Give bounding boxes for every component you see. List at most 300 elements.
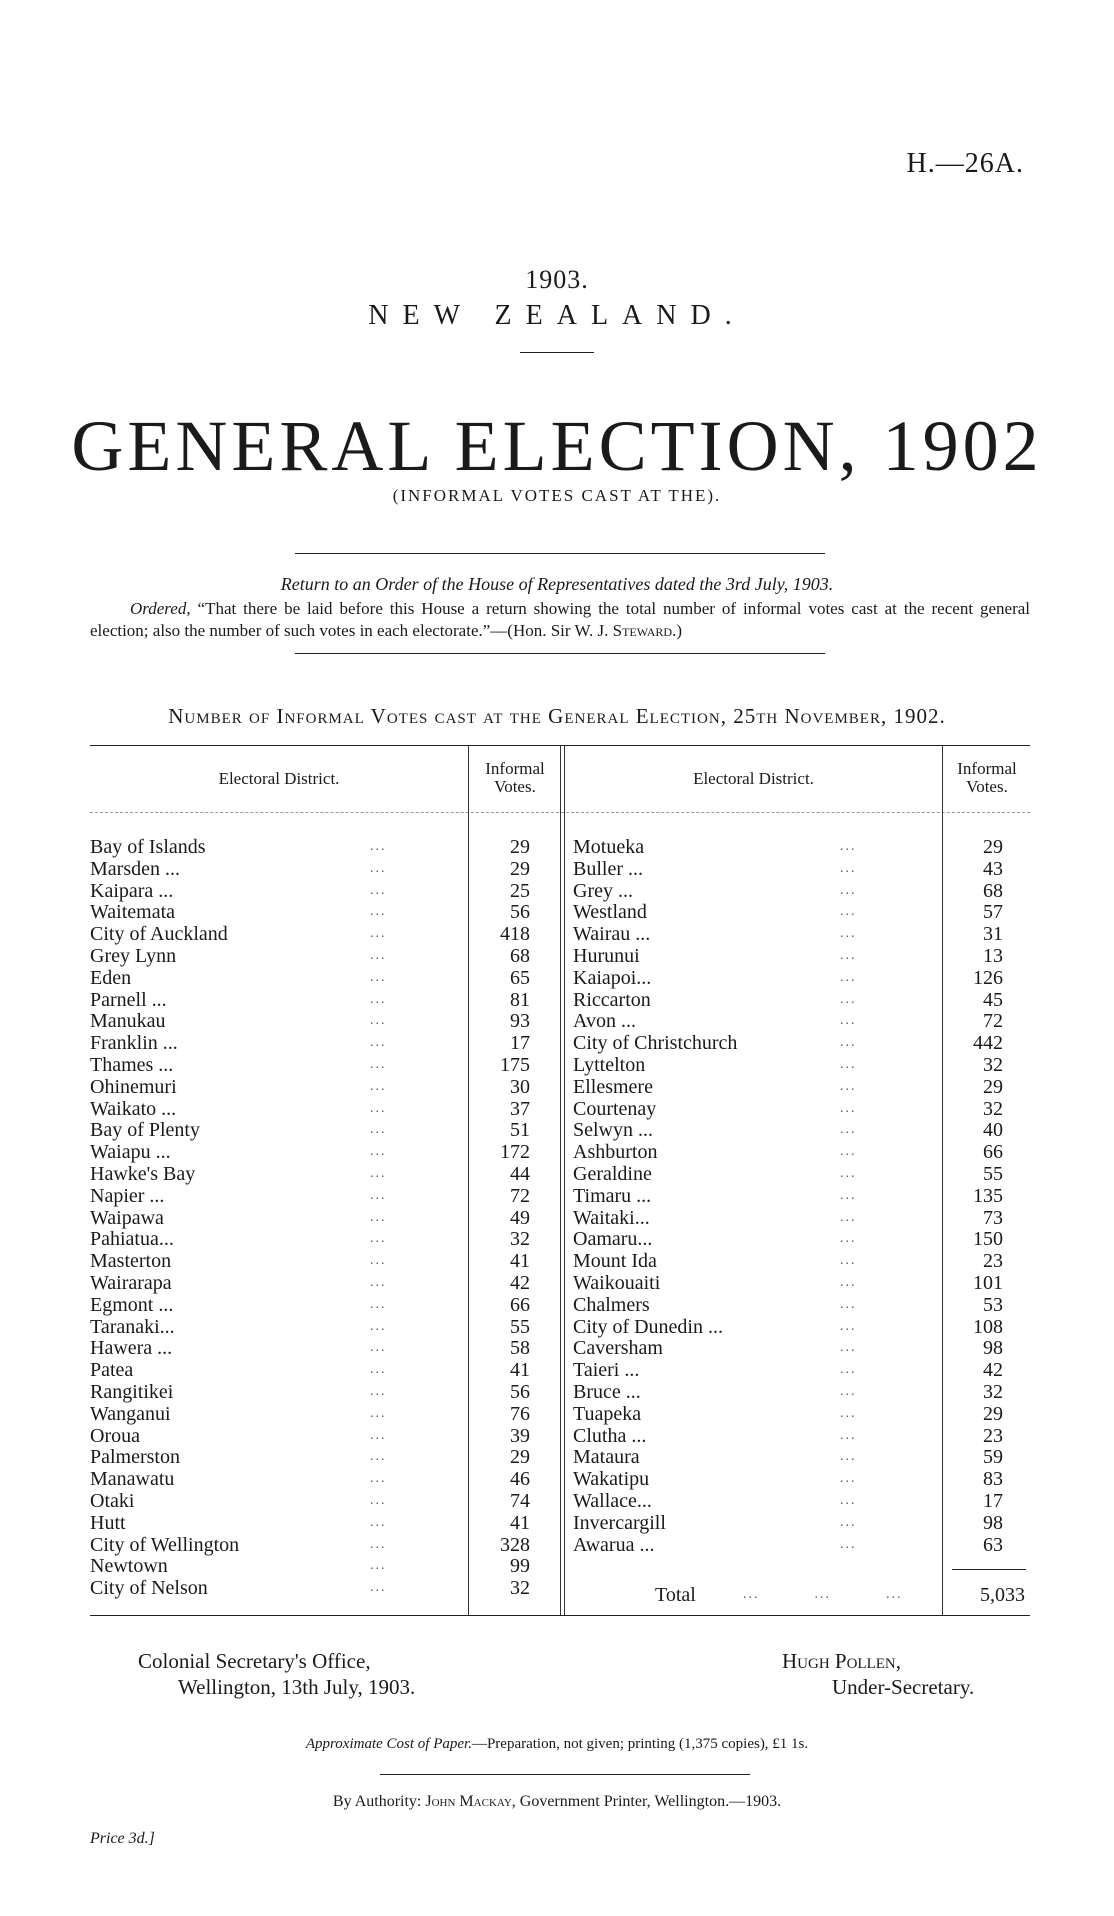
informal-votes-value: 51 [510, 1119, 530, 1141]
paper-reference: H.—26A. [906, 148, 1024, 179]
leader-dots: ... [840, 1253, 857, 1268]
informal-votes-value: 53 [983, 1294, 1003, 1316]
office-signature [138, 1648, 415, 1700]
informal-votes-value: 55 [510, 1316, 530, 1338]
leader-dots: ... [840, 948, 857, 963]
informal-votes-value: 175 [500, 1054, 530, 1076]
leader-dots: ... [840, 1188, 857, 1203]
informal-votes-value: 42 [510, 1272, 530, 1294]
leader-dots: ... [840, 1297, 857, 1312]
leader-dots: ... [370, 948, 387, 963]
leader-dots: ... [840, 1319, 857, 1334]
office-line-2: Wellington, 13th July, 1903. [178, 1675, 416, 1699]
leader-dots: ... [370, 1362, 387, 1377]
leader-dots: ... [370, 926, 387, 941]
table-row [573, 1490, 1013, 1512]
informal-votes-value: 418 [500, 923, 530, 945]
informal-votes-value: 73 [983, 1207, 1003, 1229]
district-name: Kaipara ... [90, 880, 174, 902]
informal-votes-value: 41 [510, 1250, 530, 1272]
ordered-name: Steward [612, 621, 673, 640]
leader-dots: ... [840, 992, 857, 1007]
leader-dots: ... [840, 1210, 857, 1225]
leader-dots: ... [370, 1515, 387, 1530]
district-name: Ellesmere [573, 1076, 653, 1098]
informal-votes-value: 32 [983, 1381, 1003, 1403]
table-row [90, 1207, 540, 1229]
table-row [90, 1098, 540, 1120]
district-name: Courtenay [573, 1098, 657, 1120]
leader-dots: ... [370, 992, 387, 1007]
leader-dots: ... [840, 1275, 857, 1290]
informal-votes-value: 58 [510, 1337, 530, 1359]
district-name: Ohinemuri [90, 1076, 177, 1098]
informal-votes-value: 99 [510, 1555, 530, 1577]
district-name: Masterton [90, 1250, 172, 1272]
leader-dots: ... [370, 904, 387, 919]
district-name: Franklin ... [90, 1032, 178, 1054]
district-name: Hawera ... [90, 1337, 173, 1359]
informal-votes-value: 30 [510, 1076, 530, 1098]
informal-votes-value: 29 [983, 1076, 1003, 1098]
informal-votes-value: 172 [500, 1141, 530, 1163]
leader-dots: ... [840, 1428, 857, 1443]
district-name: Buller ... [573, 858, 643, 880]
table-row [90, 836, 540, 858]
cost-text: —Preparation, not given; printing (1,375 copies), £1 1s. [471, 1736, 809, 1752]
informal-votes-value: 40 [983, 1119, 1003, 1141]
informal-votes-value: 56 [510, 1381, 530, 1403]
informal-votes-value: 17 [510, 1032, 530, 1054]
informal-votes-value: 72 [510, 1185, 530, 1207]
table-row [573, 901, 1013, 923]
page-title: GENERAL ELECTION, 1902 [71, 406, 1043, 486]
informal-votes-value: 29 [510, 836, 530, 858]
district-name: Westland [573, 901, 647, 923]
informal-votes-value: 43 [983, 858, 1003, 880]
informal-votes-value: 32 [983, 1098, 1003, 1120]
table-row [573, 858, 1013, 880]
leader-dots: ... [840, 861, 857, 876]
district-name: Tuapeka [573, 1403, 642, 1425]
informal-votes-value: 66 [510, 1294, 530, 1316]
ordered-end: .) [672, 621, 682, 640]
leader-dots: ... [840, 1057, 857, 1072]
district-name: Manawatu [90, 1468, 175, 1490]
header-district-left: Electoral District. [218, 769, 340, 788]
table-row [573, 1119, 1013, 1141]
leader-dots: ... [840, 970, 857, 985]
district-name: Patea [90, 1359, 134, 1381]
informal-votes-value: 98 [983, 1337, 1003, 1359]
district-name: Mount Ida [573, 1250, 657, 1272]
country-heading: NEW ZEALAND. [368, 300, 746, 331]
table-row [90, 1119, 540, 1141]
signatory-title: Under-Secretary. [832, 1675, 975, 1699]
leader-dots: ... [840, 1166, 857, 1181]
table-row [573, 1098, 1013, 1120]
district-name: Invercargill [573, 1512, 666, 1534]
district-name: Pahiatua... [90, 1228, 174, 1250]
informal-votes-value: 13 [983, 945, 1003, 967]
header-votes-right-line1: Informal [957, 759, 1017, 778]
table-row [573, 1337, 1013, 1359]
table-row [573, 836, 1013, 858]
informal-votes-value: 135 [973, 1185, 1003, 1207]
leader-dots: ... [370, 1297, 387, 1312]
table-row [90, 1577, 540, 1599]
table-row [573, 1359, 1013, 1381]
district-name: Waikato ... [90, 1098, 177, 1120]
table-row [573, 1207, 1013, 1229]
leader-dots: ... [370, 1122, 387, 1137]
leader-dots: ... [840, 1406, 857, 1421]
office-line-1: Colonial Secretary's Office, [138, 1649, 371, 1673]
leader-dots: ... [370, 1537, 387, 1552]
table-row [90, 967, 540, 989]
informal-votes-value: 81 [510, 989, 530, 1011]
leader-dots: ... [840, 1035, 857, 1050]
informal-votes-value: 17 [983, 1490, 1003, 1512]
informal-votes-value: 44 [510, 1163, 530, 1185]
informal-votes-value: 66 [983, 1141, 1003, 1163]
table-row [90, 1403, 540, 1425]
district-name: Grey Lynn [90, 945, 177, 967]
informal-votes-value: 74 [510, 1490, 530, 1512]
district-name: Otaki [90, 1490, 135, 1512]
header-votes-left [470, 760, 560, 796]
leader-dots: ... [370, 839, 387, 854]
total-label: Total [655, 1584, 696, 1606]
leader-dots: ... [370, 1188, 387, 1203]
table-row [90, 1163, 540, 1185]
leader-dots: ... [840, 1231, 857, 1246]
district-name: Avon ... [573, 1010, 636, 1032]
leader-dots: ... [840, 1101, 857, 1116]
leader-dots: ... [840, 1493, 857, 1508]
district-name: Bay of Islands [90, 836, 206, 858]
district-name: City of Nelson [90, 1577, 208, 1599]
table-row [573, 945, 1013, 967]
district-name: Timaru ... [573, 1185, 652, 1207]
district-name: Mataura [573, 1446, 640, 1468]
district-name: Bay of Plenty [90, 1119, 200, 1141]
informal-votes-value: 56 [510, 901, 530, 923]
table-row [90, 1555, 540, 1577]
district-name: Taieri ... [573, 1359, 640, 1381]
leader-dots: ... [370, 1428, 387, 1443]
table-row [573, 1272, 1013, 1294]
district-name: Awarua ... [573, 1534, 655, 1556]
informal-votes-value: 23 [983, 1425, 1003, 1447]
informal-votes-value: 150 [973, 1228, 1003, 1250]
table-row [90, 1294, 540, 1316]
table-row [90, 901, 540, 923]
table-row [573, 1163, 1013, 1185]
ordered-text: “That there be laid before this House a return showing the total number of informal votes cast at the recent general election; also the number of such votes in each electorate.”—(Hon. Sir W. J. [90, 599, 1030, 640]
district-name: Wallace... [573, 1490, 652, 1512]
table-row [90, 1490, 540, 1512]
header-district-right: Electoral District. [693, 769, 814, 788]
leader-dots: ... [370, 1166, 387, 1181]
informal-votes-value: 29 [510, 858, 530, 880]
table-row [90, 1381, 540, 1403]
table-row [573, 1512, 1013, 1534]
district-name: Wairarapa [90, 1272, 172, 1294]
district-name: Hawke's Bay [90, 1163, 196, 1185]
footer-rule [380, 1774, 750, 1775]
district-name: Hurunui [573, 945, 640, 967]
leader-dots: ... [370, 883, 387, 898]
district-name: Oamaru... [573, 1228, 653, 1250]
informal-votes-value: 126 [973, 967, 1003, 989]
leader-dots: ... [370, 1580, 387, 1595]
district-name: Palmerston [90, 1446, 180, 1468]
ordered-label: Ordered, [130, 599, 191, 618]
informal-votes-value: 93 [510, 1010, 530, 1032]
table-row [573, 967, 1013, 989]
district-name: Kaiapoi... [573, 967, 652, 989]
authority-prefix: By Authority: [332, 1793, 426, 1810]
header-votes-right [944, 760, 1030, 796]
informal-votes-value: 45 [983, 989, 1003, 1011]
leader-dots: ... [370, 1319, 387, 1334]
district-name: Ashburton [573, 1141, 658, 1163]
informal-votes-value: 42 [983, 1359, 1003, 1381]
table-row [90, 1054, 540, 1076]
table-title: Number of Informal Votes cast at the General Election, 25th November, 1902. [168, 704, 946, 728]
table-row [573, 923, 1013, 945]
total-dots: ... ... ... [743, 1587, 903, 1602]
table-row [573, 1294, 1013, 1316]
document-year: 1903. [525, 265, 589, 294]
informal-votes-value: 68 [510, 945, 530, 967]
leader-dots: ... [370, 1101, 387, 1116]
leader-dots: ... [840, 1079, 857, 1094]
header-votes-left-line1: Informal [485, 759, 545, 778]
leader-dots: ... [370, 1013, 387, 1028]
district-name: Chalmers [573, 1294, 650, 1316]
table-row [573, 1010, 1013, 1032]
district-name: Lyttelton [573, 1054, 646, 1076]
table-row [90, 1010, 540, 1032]
header-votes-right-line2: Votes. [966, 777, 1008, 796]
table-row [573, 1032, 1013, 1054]
table-row [90, 1228, 540, 1250]
return-order-text: Return to an Order of the House of Representatives dated the 3rd July, 1903. [280, 574, 834, 594]
table-row [90, 880, 540, 902]
leader-dots: ... [840, 883, 857, 898]
printing-cost-line [0, 1736, 1114, 1753]
district-name: Waitaki... [573, 1207, 650, 1229]
district-name: Grey ... [573, 880, 633, 902]
leader-dots: ... [840, 1449, 857, 1464]
table-row [90, 1468, 540, 1490]
leader-dots: ... [840, 1013, 857, 1028]
table-row [573, 1185, 1013, 1207]
informal-votes-value: 37 [510, 1098, 530, 1120]
district-name: Napier ... [90, 1185, 165, 1207]
leader-dots: ... [840, 1144, 857, 1159]
table-row [90, 989, 540, 1011]
district-name: Newtown [90, 1555, 168, 1577]
informal-votes-value: 46 [510, 1468, 530, 1490]
informal-votes-value: 29 [510, 1446, 530, 1468]
informal-votes-value: 29 [983, 836, 1003, 858]
district-name: Wakatipu [573, 1468, 650, 1490]
table-row [90, 1512, 540, 1534]
col-divider-3 [564, 746, 565, 1615]
district-name: Caversham [573, 1337, 663, 1359]
informal-votes-value: 32 [983, 1054, 1003, 1076]
cost-label: Approximate Cost of Paper. [305, 1736, 472, 1752]
leader-dots: ... [370, 1471, 387, 1486]
informal-votes-value: 108 [973, 1316, 1003, 1338]
informal-votes-value: 25 [510, 880, 530, 902]
district-name: Wairau ... [573, 923, 651, 945]
leader-dots: ... [840, 1340, 857, 1355]
leader-dots: ... [840, 1362, 857, 1377]
district-name: Selwyn ... [573, 1119, 653, 1141]
total-rule [952, 1569, 1026, 1570]
table-row [90, 945, 540, 967]
leader-dots: ... [370, 1253, 387, 1268]
signatory-name: Hugh Pollen, [782, 1649, 901, 1673]
informal-votes-value: 59 [983, 1446, 1003, 1468]
authority-line [0, 1793, 1114, 1811]
table-row [573, 1425, 1013, 1447]
table-row [90, 1250, 540, 1272]
district-name: Taranaki... [90, 1316, 175, 1338]
table-row [573, 1228, 1013, 1250]
district-name: Bruce ... [573, 1381, 641, 1403]
leader-dots: ... [370, 1406, 387, 1421]
informal-votes-value: 41 [510, 1359, 530, 1381]
informal-votes-value: 31 [983, 923, 1003, 945]
leader-dots: ... [840, 1471, 857, 1486]
table-row [573, 1054, 1013, 1076]
informal-votes-value: 98 [983, 1512, 1003, 1534]
table-row [573, 989, 1013, 1011]
printer-name: John Mackay [425, 1793, 512, 1810]
table-row [90, 1032, 540, 1054]
table-row [573, 1076, 1013, 1098]
table-row [573, 1381, 1013, 1403]
informal-votes-value: 442 [973, 1032, 1003, 1054]
district-name: Marsden ... [90, 858, 180, 880]
leader-dots: ... [840, 926, 857, 941]
authority-suffix: , Government Printer, Wellington.—1903. [511, 1793, 782, 1810]
district-name: Rangitikei [90, 1381, 174, 1403]
informal-votes-value: 328 [500, 1534, 530, 1556]
leader-dots: ... [840, 1515, 857, 1530]
district-name: City of Christchurch [573, 1032, 738, 1054]
table-row [90, 1534, 540, 1556]
leader-dots: ... [370, 1340, 387, 1355]
district-name: Waitemata [90, 901, 176, 923]
informal-votes-value: 76 [510, 1403, 530, 1425]
total-row [565, 1584, 1025, 1606]
informal-votes-value: 83 [983, 1468, 1003, 1490]
leader-dots: ... [370, 1558, 387, 1573]
leader-dots: ... [370, 1384, 387, 1399]
leader-dots: ... [370, 1275, 387, 1290]
district-name: Wanganui [90, 1403, 171, 1425]
district-name: City of Wellington [90, 1534, 240, 1556]
district-name: Eden [90, 967, 132, 989]
page-subtitle: (INFORMAL VOTES CAST AT THE). [392, 486, 722, 505]
table-row [90, 1316, 540, 1338]
district-name: Parnell ... [90, 989, 167, 1011]
leader-dots: ... [840, 904, 857, 919]
leader-dots: ... [370, 1210, 387, 1225]
district-name: Riccarton [573, 989, 651, 1011]
informal-votes-value: 39 [510, 1425, 530, 1447]
table-row [573, 1316, 1013, 1338]
leader-dots: ... [840, 839, 857, 854]
col-divider-2 [560, 746, 561, 1615]
district-name: Motueka [573, 836, 645, 858]
informal-votes-value: 32 [510, 1577, 530, 1599]
table-row [573, 880, 1013, 902]
district-name: Waiapu ... [90, 1141, 171, 1163]
district-name: Thames ... [90, 1054, 174, 1076]
table-row [573, 1446, 1013, 1468]
table-row [90, 1359, 540, 1381]
table-row [573, 1534, 1013, 1556]
leader-dots: ... [370, 1079, 387, 1094]
table-row [90, 1076, 540, 1098]
informal-votes-value: 41 [510, 1512, 530, 1534]
informal-votes-value: 55 [983, 1163, 1003, 1185]
table-row [573, 1468, 1013, 1490]
informal-votes-value: 72 [983, 1010, 1003, 1032]
informal-votes-value: 23 [983, 1250, 1003, 1272]
price-note: Price 3d.] [90, 1830, 155, 1847]
district-name: Manukau [90, 1010, 166, 1032]
table-row [90, 1141, 540, 1163]
leader-dots: ... [370, 1144, 387, 1159]
informal-votes-value: 65 [510, 967, 530, 989]
informal-votes-value: 101 [973, 1272, 1003, 1294]
district-name: Oroua [90, 1425, 140, 1447]
district-name: Clutha ... [573, 1425, 647, 1447]
leader-dots: ... [370, 1493, 387, 1508]
table-row [90, 858, 540, 880]
leader-dots: ... [370, 1231, 387, 1246]
district-name: Waipawa [90, 1207, 164, 1229]
leader-dots: ... [840, 1384, 857, 1399]
undersecretary-signature [782, 1648, 974, 1700]
district-name: Egmont ... [90, 1294, 174, 1316]
leader-dots: ... [840, 1537, 857, 1552]
informal-votes-value: 68 [983, 880, 1003, 902]
leader-dots: ... [370, 1449, 387, 1464]
district-name: Hutt [90, 1512, 126, 1534]
informal-votes-value: 49 [510, 1207, 530, 1229]
informal-votes-value: 32 [510, 1228, 530, 1250]
table-row [90, 1446, 540, 1468]
leader-dots: ... [370, 1035, 387, 1050]
leader-dots: ... [370, 970, 387, 985]
table-row [90, 1337, 540, 1359]
informal-votes-value: 29 [983, 1403, 1003, 1425]
leader-dots: ... [840, 1122, 857, 1137]
table-row [90, 923, 540, 945]
table-row [90, 1185, 540, 1207]
table-row [90, 1272, 540, 1294]
leader-dots: ... [370, 1057, 387, 1072]
